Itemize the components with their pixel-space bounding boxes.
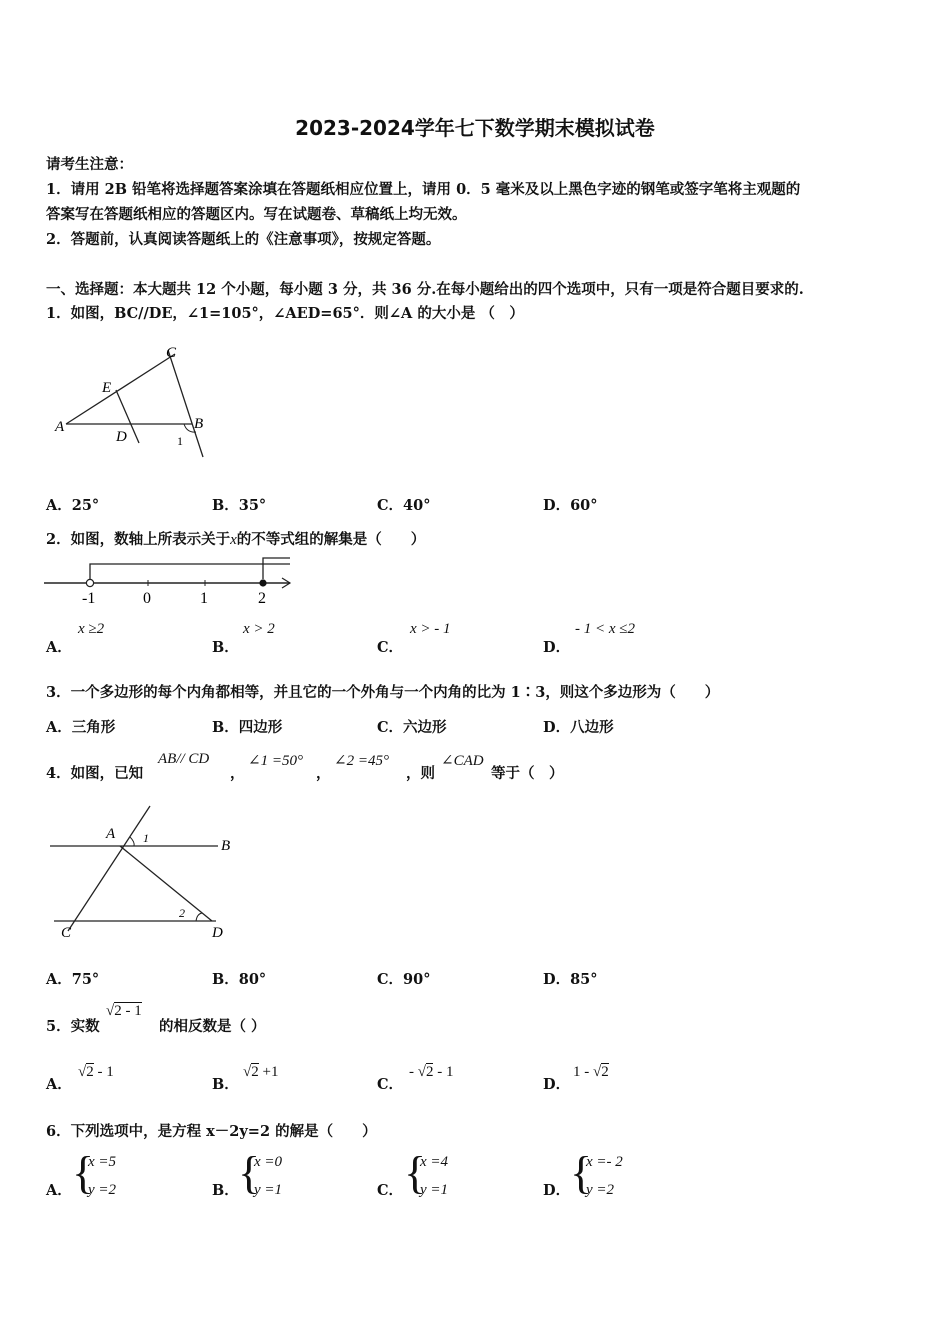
q4-label-2: 2 bbox=[179, 906, 185, 920]
q6-option-c-eq2: y =1 bbox=[420, 1182, 449, 1198]
page-title: 2023-2024学年七下数学期末模拟试卷 bbox=[295, 116, 655, 140]
q1-stem: 1．如图，BC//DE，∠1=105°，∠AED=65°．则∠A 的大小是 （ ） bbox=[46, 305, 524, 322]
q2-tick-neg1: -1 bbox=[82, 590, 96, 607]
radical-sign-icon: √ bbox=[106, 1003, 115, 1019]
q5-option-c-math: - √2 - 1 bbox=[409, 1064, 454, 1080]
q6-option-b-eq2: y =1 bbox=[254, 1182, 283, 1198]
section-heading: 一、选择题：本大题共 12 个小题，每小题 3 分，共 36 分.在每小题给出的四个选项中，只有一项是符合题目要求的. bbox=[46, 281, 804, 298]
brace-icon: { bbox=[72, 1147, 95, 1198]
q4-stem-a: 4．如图，已知 bbox=[46, 765, 144, 782]
q5-option-b-letter: B． bbox=[212, 1076, 239, 1093]
q6-option-a-letter: A． bbox=[46, 1182, 72, 1199]
q5-option-d-letter: D． bbox=[543, 1076, 571, 1093]
q5-option-b-math: √2 +1 bbox=[243, 1064, 279, 1080]
brace-icon: { bbox=[238, 1147, 261, 1198]
q4-math-angle2: ∠2 =45° bbox=[334, 753, 389, 769]
q3-option-d: D．八边形 bbox=[543, 719, 614, 736]
q2-stem bbox=[46, 528, 425, 549]
brace-icon: { bbox=[404, 1147, 427, 1198]
q4-label-1: 1 bbox=[143, 831, 149, 845]
q4-math-angle1: ∠1 =50° bbox=[248, 753, 303, 769]
q4-option-d: D．85° bbox=[543, 971, 598, 988]
q2-option-b-math: x > 2 bbox=[243, 621, 275, 637]
radical-sign-icon: √ bbox=[593, 1064, 602, 1080]
q4-math-ab-cd: AB// CD bbox=[158, 751, 210, 767]
radical-sign-icon: √ bbox=[78, 1064, 87, 1080]
q1-option-a: A．25° bbox=[46, 497, 100, 514]
q6-option-d-letter: D． bbox=[543, 1182, 571, 1199]
q5-stem-a: 5．实数 bbox=[46, 1018, 100, 1035]
q5-stem-math: √2 - 1 bbox=[106, 1003, 142, 1019]
q4-label-d: D bbox=[212, 925, 223, 941]
q3-stem: 3．一个多边形的每个内角都相等，并且它的一个外角与一个内角的比为 1∶3，则这个多边形为（ ） bbox=[46, 684, 720, 701]
q6-option-a-eq2: y =2 bbox=[88, 1182, 117, 1198]
q5-option-d-math: 1 - √2 bbox=[573, 1064, 609, 1080]
q1-label-1: 1 bbox=[177, 434, 183, 448]
q4-math-angle-cad: ∠CAD bbox=[441, 753, 484, 769]
q4-stem-b: ，则 bbox=[406, 765, 435, 782]
q1-option-b: B．35° bbox=[212, 497, 267, 514]
q2-stem-var: x bbox=[230, 532, 237, 548]
q4-option-b: B．80° bbox=[212, 971, 267, 988]
q5-option-a-math: √2 - 1 bbox=[78, 1064, 114, 1080]
q6-option-c-eq1: x =4 bbox=[420, 1154, 449, 1170]
q1-label-e: E bbox=[102, 380, 112, 396]
q2-option-c-math: x > - 1 bbox=[410, 621, 451, 637]
q2-option-c-letter: C． bbox=[377, 639, 404, 656]
q3-option-a: A．三角形 bbox=[46, 719, 116, 736]
q2-option-a-letter: A． bbox=[46, 639, 72, 656]
q1-label-a: A bbox=[55, 419, 65, 435]
q6-option-a-eq1: x =5 bbox=[88, 1154, 117, 1170]
q2-tick-2: 2 bbox=[258, 590, 266, 607]
q4-label-c: C bbox=[61, 925, 72, 941]
q4-sep-2: ， bbox=[316, 765, 331, 782]
q6-option-b-letter: B． bbox=[212, 1182, 239, 1199]
notice-heading: 请考生注意： bbox=[46, 156, 133, 173]
radical-sign-icon: √ bbox=[243, 1064, 252, 1080]
q2-option-d-math: - 1 < x ≤2 bbox=[575, 621, 636, 637]
q2-option-a-math: x ≥2 bbox=[78, 621, 105, 637]
brace-icon: { bbox=[570, 1147, 593, 1198]
q5-stem-b: 的相反数是（ ） bbox=[159, 1018, 266, 1035]
q3-option-c: C．六边形 bbox=[377, 719, 447, 736]
q4-option-c: C．90° bbox=[377, 971, 431, 988]
q4-stem-c: 等于（ ） bbox=[491, 765, 564, 782]
q1-label-b: B bbox=[194, 416, 204, 432]
q2-number-line bbox=[44, 552, 294, 608]
q2-stem-a: 2．如图，数轴上所表示关于 bbox=[46, 531, 231, 548]
q6-option-b-eq1: x =0 bbox=[254, 1154, 283, 1170]
q1-option-c: C．40° bbox=[377, 497, 431, 514]
q1-option-d: D．60° bbox=[543, 497, 598, 514]
notice-line-1b: 答案写在答题纸相应的答题区内。写在试题卷、草稿纸上均无效。 bbox=[46, 206, 467, 223]
q1-figure bbox=[50, 340, 220, 465]
q6-stem: 6．下列选项中，是方程 x－2y=2 的解是（ ） bbox=[46, 1123, 377, 1140]
q4-label-a: A bbox=[106, 826, 116, 842]
q4-figure bbox=[46, 800, 246, 945]
q6-option-d-eq1: x =- 2 bbox=[586, 1154, 623, 1170]
q2-tick-0: 0 bbox=[143, 590, 151, 607]
q5-option-a-letter: A． bbox=[46, 1076, 72, 1093]
notice-line-2: 2．答题前，认真阅读答题纸上的《注意事项》，按规定答题。 bbox=[46, 231, 441, 248]
notice-line-1a: 1．请用 2B 铅笔将选择题答案涂填在答题纸相应位置上，请用 0．5 毫米及以上黑色字迹的钢笔或签字笔将主观题的 bbox=[46, 181, 801, 198]
q4-option-a: A．75° bbox=[46, 971, 100, 988]
q5-option-c-letter: C． bbox=[377, 1076, 404, 1093]
q6-option-d-eq2: y =2 bbox=[586, 1182, 615, 1198]
q1-label-d: D bbox=[116, 429, 127, 445]
q2-tick-1: 1 bbox=[200, 590, 208, 607]
q2-option-d-letter: D． bbox=[543, 639, 571, 656]
q6-option-c-letter: C． bbox=[377, 1182, 404, 1199]
q2-option-b-letter: B． bbox=[212, 639, 239, 656]
q1-label-c: C bbox=[166, 345, 177, 361]
q2-stem-b: 的不等式组的解集是（ ） bbox=[236, 531, 426, 548]
q3-option-b: B．四边形 bbox=[212, 719, 283, 736]
q4-sep-1: ， bbox=[230, 765, 245, 782]
q4-label-b: B bbox=[221, 838, 231, 854]
radical-sign-icon: √ bbox=[417, 1064, 426, 1080]
